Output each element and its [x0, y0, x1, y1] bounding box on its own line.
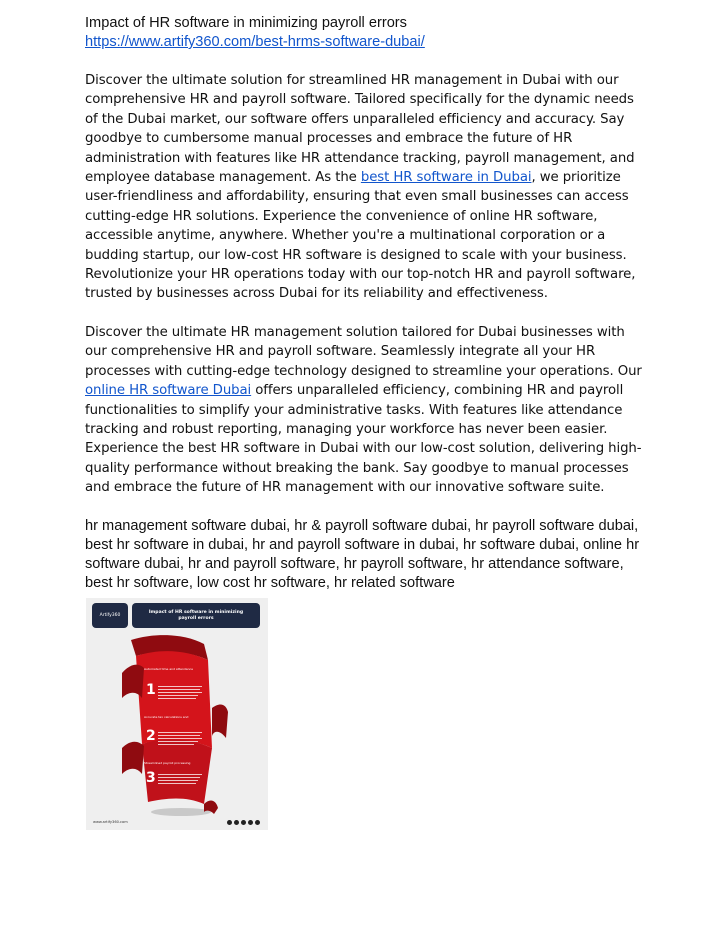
social-icons: [227, 820, 260, 825]
infographic-title: Impact of HR software in minimizing payroll errors: [132, 603, 260, 628]
paragraph-1-text-a: Discover the ultimate solution for streamlined HR management in Dubai with our comprehensive HR and payroll software. Tailored specifically for the dynamic needs of the Dubai market, our software offers unparalleled efficiency and accuracy. Say goodbye to cumbersome manual processes and embrace the future of HR administration with features like HR attendance tracking, payroll management, and employee database management. As the: [85, 73, 635, 186]
linkedin-icon: [248, 820, 253, 825]
artify360-logo: Artify360: [92, 603, 128, 628]
document-body: [85, 14, 645, 593]
source-link[interactable]: https://www.artify360.com/best-hrms-software-dubai/: [85, 34, 425, 50]
paragraph-2-text-b: offers unparalleled efficiency, combining HR and payroll functionalities to simplify your administrative tasks. With features like attendance tracking and robust reporting, managing your workforce has never been easier. Experience the best HR software in Dubai with our low-cost solution, delivering high-quality performance without breaking the bank. Say goodbye to manual processes and embrace the future of HR management with our innovative software suite.: [85, 383, 642, 496]
ribbon-graphic: [86, 598, 268, 830]
infographic-image: [86, 598, 268, 830]
step-3-heading: Streamlined payroll processing: [144, 761, 191, 765]
best-hr-software-link[interactable]: best HR software in Dubai: [360, 170, 532, 186]
twitter-icon: [241, 820, 246, 825]
document-title: Impact of HR software in minimizing payroll errors: [85, 15, 407, 31]
keywords-list: hr management software dubai, hr & payroll software dubai, hr payroll software dubai, best hr software in dubai, hr and payroll software in dubai, hr software dubai, online hr software dubai, hr and payroll software, hr payroll software, hr attendance software, best hr software, low cost hr software, hr related software: [85, 517, 640, 592]
paragraph-1-text-b: , we prioritize user-friendliness and affordability, ensuring that even small businesses can access cutting-edge HR solutions. Experience the convenience of online HR software, accessible anytime, anywhere. Whether you're a multinational corporation or a budding startup, our low-cost HR software is designed to scale with your business. Revolutionize your HR operations today with our top-notch HR and payroll software, trusted by businesses across Dubai for its reliability and effectiveness.: [85, 170, 636, 302]
paragraph-2: [85, 323, 645, 498]
step-2-heading: Accurate tax calculations and: [144, 715, 189, 719]
step-2-number: 2: [146, 728, 156, 744]
infographic-header: [92, 603, 262, 628]
step-1-heading: Automated time and attendance: [144, 667, 194, 671]
youtube-icon: [255, 820, 260, 825]
infographic-footer-url: www.artify360.com: [93, 820, 128, 824]
paragraph-1: [85, 71, 645, 304]
step-3-number: 3: [146, 770, 156, 786]
step-1-number: 1: [146, 682, 156, 698]
facebook-icon: [227, 820, 232, 825]
paragraph-2-text-a: Discover the ultimate HR management solution tailored for Dubai businesses with our comprehensive HR and payroll software. Seamlessly integrate all your HR processes with cutting-edge technology designed to streamline your operations. Our: [85, 324, 642, 379]
online-hr-software-link[interactable]: online HR software Dubai: [85, 383, 252, 399]
instagram-icon: [234, 820, 239, 825]
